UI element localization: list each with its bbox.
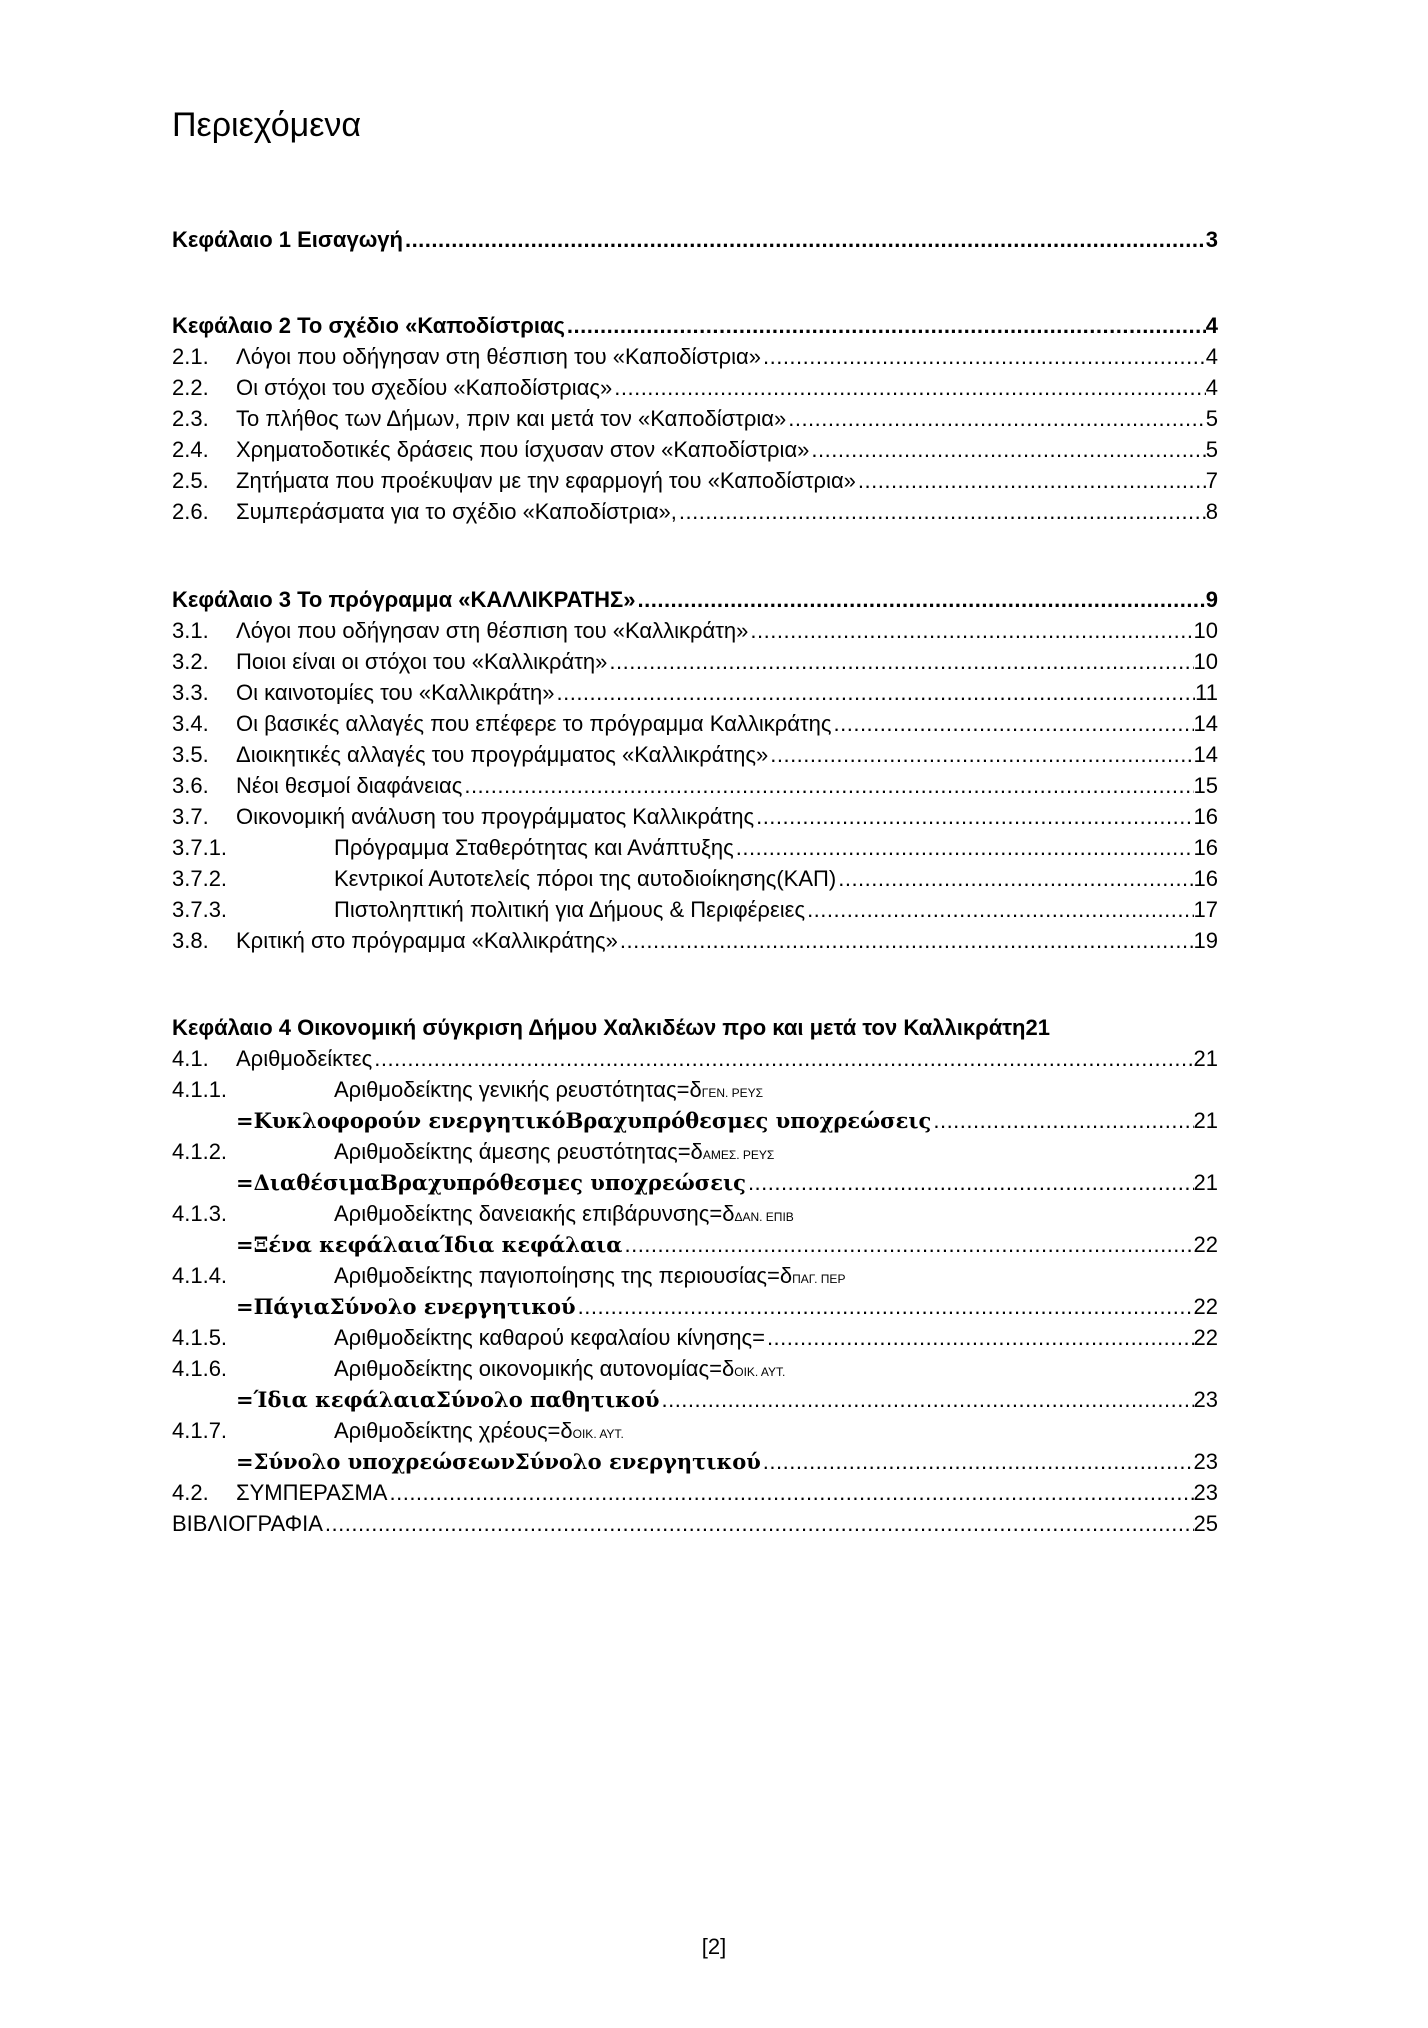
dot-leader <box>786 403 1206 434</box>
toc-entry-4-1-7-formula[interactable] <box>172 1446 1218 1477</box>
toc-page-number: 25 <box>1193 1511 1218 1536</box>
toc-page-number: 3 <box>1205 227 1218 252</box>
toc-entry-4-1-5[interactable] <box>172 1322 1218 1353</box>
toc-entry-number: 4.1.6. <box>172 1356 228 1381</box>
toc-entry-number: 3.5. <box>172 742 209 767</box>
formula-label: Αριθμοδείκτης χρέους=δ <box>334 1418 573 1443</box>
toc-entry-3-8[interactable] <box>172 925 1218 956</box>
toc-entry-text <box>334 1074 763 1109</box>
formula-subscript: ΟΙΚ. ΑΥΤ. <box>572 1427 624 1441</box>
formula-text: =Ίδια κεφάλαιαΣύνολο παθητικού <box>236 1387 660 1412</box>
toc-entry-number: 3.3. <box>172 680 209 705</box>
toc-page-number: 15 <box>1193 773 1218 798</box>
toc-entry-3-2[interactable] <box>172 646 1218 677</box>
toc-page-number: 11 <box>1195 680 1218 705</box>
dot-leader <box>618 925 1194 956</box>
toc-entry-3-7-1[interactable] <box>172 832 1218 863</box>
toc-page-number: 14 <box>1193 742 1218 767</box>
toc-entry-number: 3.2. <box>172 649 209 674</box>
toc-page-number: 21 <box>1193 1108 1218 1133</box>
toc-page-number: 10 <box>1193 649 1218 674</box>
dot-leader <box>761 341 1206 372</box>
toc-entry-text <box>334 1353 785 1388</box>
toc-entry-number: 4.1.2. <box>172 1139 228 1164</box>
toc-entry-text: Ζητήματα που προέκυψαν με την εφαρμογή του «Καποδίστρια» <box>236 468 856 493</box>
formula-label: Αριθμοδείκτης οικονομικής αυτονομίας=δ <box>334 1356 735 1381</box>
toc-entry-2-2[interactable] <box>172 372 1218 403</box>
toc-entry-text <box>334 1415 624 1450</box>
toc-entry-number: 3.7.2. <box>172 866 228 891</box>
dot-leader <box>734 832 1194 863</box>
toc-page-number: 16 <box>1193 835 1218 860</box>
dot-leader <box>765 1322 1194 1353</box>
toc-chapter-2[interactable] <box>172 310 1218 341</box>
formula-text: =ΔιαθέσιμαΒραχυπρόθεσμες υποχρεώσεις <box>236 1170 746 1195</box>
toc-entry-number: 3.7. <box>172 804 209 829</box>
toc-entry-number: 4.2. <box>172 1480 209 1505</box>
formula-subscript: ΠΑΓ. ΠΕΡ <box>792 1272 846 1286</box>
toc-page-number: 4 <box>1205 313 1218 338</box>
toc-entry-text: Κεφάλαιο 2 Το σχέδιο «Καποδίστριας <box>172 313 565 338</box>
toc-entry-text: Συμπεράσματα για το σχέδιο «Καποδίστρια», <box>236 499 677 524</box>
toc-entry-text: Οι βασικές αλλαγές που επέφερε το πρόγραμμα Καλλικράτης <box>236 711 832 736</box>
toc-page-number: 19 <box>1193 928 1218 953</box>
toc-page-number: 7 <box>1205 468 1218 493</box>
toc-chapter-3[interactable] <box>172 584 1218 615</box>
toc-entry-number: 2.3. <box>172 406 209 431</box>
formula-text: =ΠάγιαΣύνολο ενεργητικού <box>236 1294 576 1319</box>
formula-text: =Ξένα κεφάλαιαΊδια κεφάλαια <box>236 1232 623 1257</box>
toc-entry-number: 2.5. <box>172 468 209 493</box>
toc-page-number: 23 <box>1193 1449 1218 1474</box>
dot-leader <box>761 1446 1194 1477</box>
toc-entry-number: 3.1. <box>172 618 209 643</box>
dot-leader <box>387 1477 1193 1508</box>
toc-page-number: 22 <box>1193 1232 1218 1257</box>
dot-leader <box>323 1508 1194 1539</box>
toc-entry-text: Πρόγραμμα Σταθερότητας και Ανάπτυξης <box>334 835 734 860</box>
formula-subscript: ΓΕΝ. ΡΕΥΣ <box>701 1086 764 1100</box>
toc-entry-text: Κεντρικοί Αυτοτελείς πόροι της αυτοδιοίκησης(ΚΑΠ) <box>334 866 837 891</box>
toc-entry-3-3[interactable] <box>172 677 1218 708</box>
toc-entry-text: Λόγοι που οδήγησαν στη θέσπιση του «Καποδίστρια» <box>236 344 761 369</box>
dot-leader <box>622 1229 1193 1260</box>
toc-entry-text: Αριθμοδείκτης καθαρού κεφαλαίου κίνησης= <box>334 1325 765 1350</box>
toc-entry-4-2[interactable] <box>172 1477 1218 1508</box>
formula-subscript: ΔΑΝ. ΕΠΙΒ <box>734 1210 794 1224</box>
toc-page-number: 21 <box>1193 1170 1218 1195</box>
toc-page-number: 4 <box>1205 375 1218 400</box>
toc-entry-text: Λόγοι που οδήγησαν στη θέσπιση του «Καλλικράτη» <box>236 618 749 643</box>
toc-entry-number: 3.6. <box>172 773 209 798</box>
toc-entry-number: 2.4. <box>172 437 209 462</box>
formula-label: Αριθμοδείκτης παγιοποίησης της περιουσίας=δ <box>334 1263 793 1288</box>
toc-page-number: 17 <box>1193 897 1218 922</box>
toc-page-number: 16 <box>1193 866 1218 891</box>
toc-entry-4-1-7[interactable] <box>172 1415 1218 1446</box>
toc-entry-text: Οικονομική ανάλυση του προγράμματος Καλλικράτης <box>236 804 755 829</box>
toc-entry-number: 2.1. <box>172 344 209 369</box>
dot-leader <box>659 1384 1193 1415</box>
toc-entry-text: Κριτική στο πρόγραμμα «Καλλικράτης» <box>236 928 618 953</box>
toc-page-number: 23 <box>1193 1480 1218 1505</box>
toc-entry-text <box>334 1198 794 1233</box>
dot-leader <box>677 496 1206 527</box>
toc-entry-number: 4.1.5. <box>172 1325 228 1350</box>
toc-entry-number: 3.8. <box>172 928 209 953</box>
toc-entry-number: 4.1. <box>172 1046 209 1071</box>
toc-entry-4-1-3-formula[interactable] <box>172 1229 1218 1260</box>
toc-entry-text: Το πλήθος των Δήμων, πριν και μετά τον «Καποδίστρια» <box>236 406 787 431</box>
dot-leader <box>612 372 1206 403</box>
toc-entry-number: 3.7.1. <box>172 835 228 860</box>
toc-page-number: 9 <box>1205 587 1218 612</box>
toc-entry-text: Κεφάλαιο 1 Εισαγωγή <box>172 227 403 252</box>
toc-entry-4-1-1-formula[interactable] <box>172 1105 1218 1136</box>
toc-entry-4-1-4[interactable] <box>172 1260 1218 1291</box>
dot-leader <box>372 1043 1193 1074</box>
toc-entry-3-1[interactable] <box>172 615 1218 646</box>
toc-chapter-4[interactable] <box>172 1012 1224 1043</box>
formula-text: =Κυκλοφορούν ενεργητικόΒραχυπρόθεσμες υποχρεώσεις <box>236 1108 932 1133</box>
dot-leader <box>565 310 1206 341</box>
formula-subscript: ΟΙΚ. ΑΥΤ. <box>734 1365 786 1379</box>
toc-entry-text: Οι καινοτομίες του «Καλλικράτη» <box>236 680 555 705</box>
toc-entry-text <box>334 1260 845 1295</box>
toc-entry-number: 4.1.1. <box>172 1077 228 1102</box>
toc-entry-4-1-4-formula[interactable] <box>172 1291 1218 1322</box>
toc-page-number: 14 <box>1193 711 1218 736</box>
toc-page-number: 5 <box>1205 406 1218 431</box>
toc-entry-4-1-6[interactable] <box>172 1353 1218 1384</box>
formula-label: Αριθμοδείκτης άμεσης ρευστότητας=δ <box>334 1139 703 1164</box>
toc-entry-4-1-3[interactable] <box>172 1198 1218 1229</box>
formula-label: Αριθμοδείκτης γενικής ρευστότητας=δ <box>334 1077 702 1102</box>
toc-page-number: 8 <box>1205 499 1218 524</box>
dot-leader <box>768 739 1193 770</box>
dot-leader <box>576 1291 1194 1322</box>
toc-entry-2-6[interactable] <box>172 496 1218 527</box>
toc-entry-4-1-1[interactable] <box>172 1074 1218 1105</box>
dot-leader <box>636 584 1206 615</box>
toc-page-number: 23 <box>1193 1387 1218 1412</box>
toc-entry-text: Οι στόχοι του σχεδίου «Καποδίστριας» <box>236 375 613 400</box>
dot-leader <box>809 434 1205 465</box>
dot-leader <box>754 801 1193 832</box>
toc-page-number: 5 <box>1205 437 1218 462</box>
toc-entry-text: Χρηματοδοτικές δράσεις που ίσχυσαν στον «Καποδίστρια» <box>236 437 810 462</box>
formula-text: =Σύνολο υποχρεώσεωνΣύνολο ενεργητικού <box>236 1449 761 1474</box>
toc-entry-text: Νέοι θεσμοί διαφάνειας <box>236 773 463 798</box>
toc-entry-number: 4.1.7. <box>172 1418 228 1443</box>
dot-leader <box>931 1105 1193 1136</box>
toc-page-number: 10 <box>1193 618 1218 643</box>
toc-entry-3-4[interactable] <box>172 708 1218 739</box>
dot-leader <box>856 465 1206 496</box>
dot-leader <box>607 646 1193 677</box>
toc-entry-number: 3.7.3. <box>172 897 228 922</box>
toc-page-number: 16 <box>1193 804 1218 829</box>
toc-entry-3-7-2[interactable] <box>172 863 1218 894</box>
toc-entry-4-1[interactable] <box>172 1043 1218 1074</box>
toc-entry-text: Αριθμοδείκτες <box>236 1046 373 1071</box>
toc-page-number: 4 <box>1205 344 1218 369</box>
dot-leader <box>748 615 1193 646</box>
dot-leader <box>832 708 1194 739</box>
toc-entry-3-7[interactable] <box>172 801 1218 832</box>
dot-leader <box>462 770 1193 801</box>
toc-page-number: 22 <box>1193 1325 1218 1350</box>
page-number-footer: [2] <box>701 1934 727 1959</box>
toc-entry-2-5[interactable] <box>172 465 1218 496</box>
formula-subscript: ΑΜΕΣ. ΡΕΥΣ <box>702 1148 775 1162</box>
toc-entry-text: Πιστοληπτική πολιτική για Δήμους & Περιφέρειες <box>334 897 806 922</box>
toc-entry-3-5[interactable] <box>172 739 1218 770</box>
toc-page-number: 21 <box>1193 1046 1218 1071</box>
dot-leader <box>746 1167 1194 1198</box>
toc-entry-bibliography[interactable] <box>172 1508 1218 1539</box>
toc-entry-4-1-6-formula[interactable] <box>172 1384 1218 1415</box>
dot-leader <box>805 894 1193 925</box>
formula-label: Αριθμοδείκτης δανειακής επιβάρυνσης=δ <box>334 1201 735 1226</box>
toc-entry-text: Κεφάλαιο 3 Το πρόγραμμα «ΚΑΛΛΙΚΡΑΤΗΣ» <box>172 587 636 612</box>
toc-entry-2-4[interactable] <box>172 434 1218 465</box>
toc-entry-3-7-3[interactable] <box>172 894 1218 925</box>
toc-entry-number: 2.2. <box>172 375 209 400</box>
toc-page-number: 22 <box>1193 1294 1218 1319</box>
toc-entry-text <box>334 1136 774 1171</box>
toc-entry-number: 4.1.4. <box>172 1263 228 1288</box>
dot-leader <box>554 677 1195 708</box>
toc-entry-4-1-2[interactable] <box>172 1136 1218 1167</box>
toc-entry-2-1[interactable] <box>172 341 1218 372</box>
toc-chapter-1[interactable] <box>172 224 1218 255</box>
page-title: Περιεχόμενα <box>172 106 362 144</box>
dot-leader <box>836 863 1193 894</box>
toc-entry-text: Διοικητικές αλλαγές του προγράμματος «Καλλικράτης» <box>236 742 769 767</box>
dot-leader <box>403 224 1206 255</box>
toc-page-number: 21 <box>1025 1015 1050 1040</box>
toc-entry-3-6[interactable] <box>172 770 1218 801</box>
toc-entry-text: ΒΙΒΛΙΟΓΡΑΦΙΑ <box>172 1511 323 1536</box>
toc-entry-number: 4.1.3. <box>172 1201 228 1226</box>
toc-entry-text: ΣΥΜΠΕΡΑΣΜΑ <box>236 1480 388 1505</box>
toc-entry-4-1-2-formula[interactable] <box>172 1167 1218 1198</box>
toc-entry-2-3[interactable] <box>172 403 1218 434</box>
toc-entry-number: 3.4. <box>172 711 209 736</box>
toc-entry-number: 2.6. <box>172 499 209 524</box>
toc-entry-text: Ποιοι είναι οι στόχοι του «Καλλικράτη» <box>236 649 608 674</box>
toc-entry-text: Κεφάλαιο 4 Οικονομική σύγκριση Δήμου Χαλκιδέων προ και μετά τον Καλλικράτη <box>172 1015 1026 1040</box>
